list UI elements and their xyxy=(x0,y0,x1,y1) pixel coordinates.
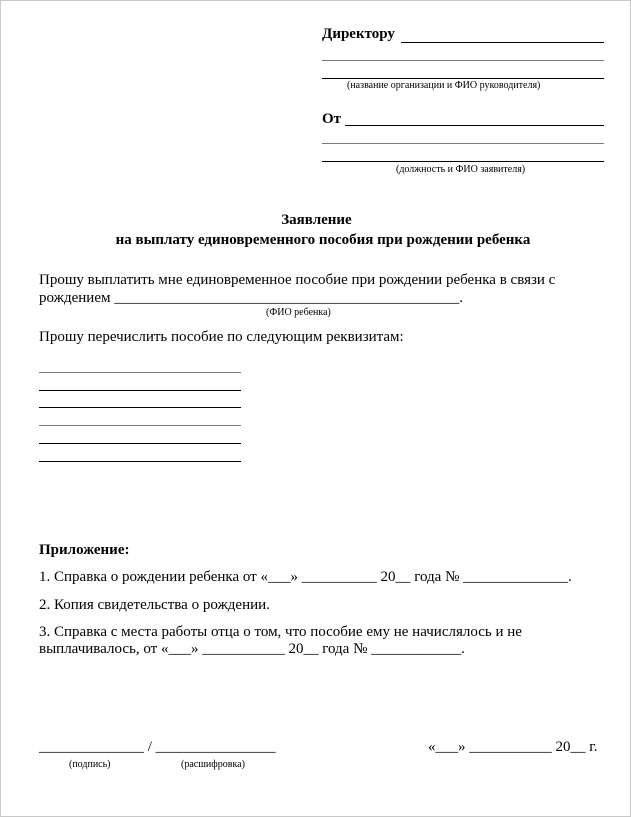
bank-details-line-5[interactable] xyxy=(39,443,241,444)
bank-details-line-2[interactable] xyxy=(39,390,241,391)
document-title: Заявление xyxy=(281,212,352,228)
bank-details-line-6[interactable] xyxy=(39,461,241,462)
director-line-2[interactable] xyxy=(322,60,604,61)
bank-details-line-4[interactable] xyxy=(39,425,241,426)
signature-hint: (подпись) xyxy=(69,759,111,770)
from-line-2[interactable] xyxy=(322,143,604,144)
from-name-line[interactable] xyxy=(345,125,604,126)
request-text-line1: Прошу выплатить мне единовременное пособие при рождении ребенка в связи с xyxy=(39,272,556,288)
from-label: От xyxy=(322,111,342,127)
child-name-hint: (ФИО ребенка) xyxy=(266,307,331,318)
director-label: Директору xyxy=(322,26,395,42)
from-hint: (должность и ФИО заявителя) xyxy=(396,164,526,175)
signature-line: ______________ / ________________ xyxy=(39,739,276,755)
document-subtitle: на выплату единовременного пособия при рождении ребенка xyxy=(115,232,531,248)
date-line: «___» ___________ 20__ г. xyxy=(428,739,598,755)
bank-details-line-3[interactable] xyxy=(39,407,241,408)
attachment-item-2: 2. Копия свидетельства о рождении. xyxy=(39,597,270,613)
transfer-text: Прошу перечислить пособие по следующим реквизитам: xyxy=(39,329,404,345)
director-line-3[interactable] xyxy=(322,78,604,79)
attachment-item-3-line2: выплачивалось, от «___» ___________ 20__ года № ____________. xyxy=(39,641,465,657)
from-line-3[interactable] xyxy=(322,161,604,162)
bank-details-line-1[interactable] xyxy=(39,372,241,373)
attachment-item-3-line1: 3. Справка с места работы отца о том, что пособие ему не начислялось и не xyxy=(39,624,522,640)
attachment-item-1: 1. Справка о рождении ребенка от «___» __________ 20__ года № ______________. xyxy=(39,569,572,585)
director-name-line[interactable] xyxy=(401,42,604,43)
request-text-line2: рождением ______________________________________________. xyxy=(39,290,463,306)
decoding-hint: (расшифровка) xyxy=(181,759,245,770)
director-hint: (название организации и ФИО руководителя) xyxy=(347,80,541,91)
attachments-heading: Приложение: xyxy=(39,542,130,558)
